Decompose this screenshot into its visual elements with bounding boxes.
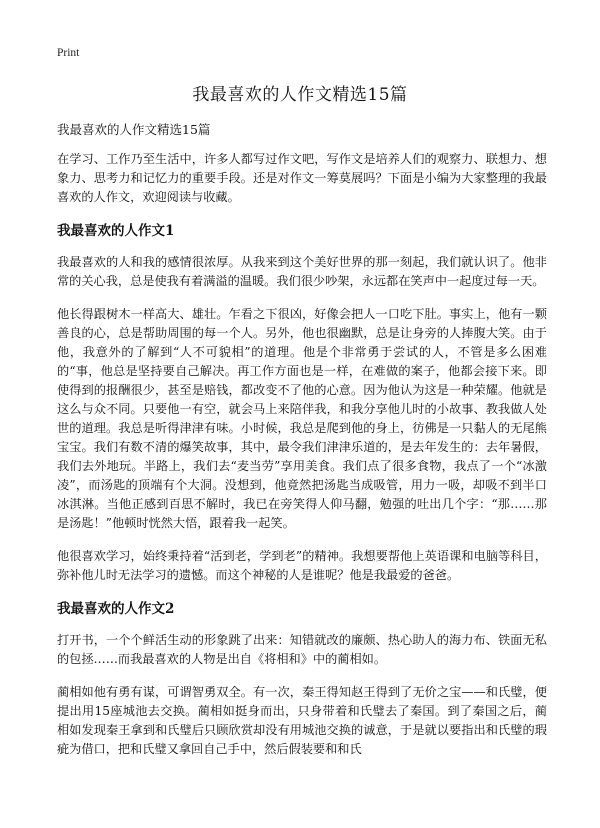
print-link[interactable]: Print bbox=[57, 47, 80, 59]
paragraph: 打开书，一个个鲜活生动的形象跳了出来：知错就改的廉颇、热心助人的海力布、铁面无私的包拯……而我最喜欢的人物是出自《将相和》中的蔺相如。 bbox=[57, 633, 547, 666]
page-title: 我最喜欢的人作文精选15篇 bbox=[192, 85, 408, 105]
section-heading: 我最喜欢的人作文1 bbox=[57, 223, 175, 239]
article-body bbox=[57, 150, 547, 773]
paragraph: 我最喜欢的人和我的感情很浓厚。从我来到这个美好世界的那一刻起，我们就认识了。他非常的关心我，总是使我有着满溢的温暖。我们很少吵架，永远都在笑声中一起度过每一天。 bbox=[57, 255, 547, 288]
paragraph: 蔺相如他有勇有谋，可谓智勇双全。有一次，秦王得知赵王得到了无价之宝——和氏璧，便提出用15座城池去交换。蔺相如挺身而出，只身带着和氏璧去了秦国。到了秦国之后，蔺相如发现秦王拿到和氏璧后只顾欣赏却没有用城池交换的诚意，于是就以要指出和氏璧的瑕疵为借口，把和氏璧又拿回自己手中，然后假装要和和氏 bbox=[57, 685, 547, 756]
section-heading: 我最喜欢的人作文2 bbox=[57, 601, 175, 617]
intro-paragraph: 在学习、工作乃至生活中，许多人都写过作文吧，写作文是培养人们的观察力、联想力、想象力、思考力和记忆力的重要手段。还是对作文一筹莫展吗？下面是小编为大家整理的我最喜欢的人作文，欢迎阅读与收藏。 bbox=[57, 152, 547, 204]
paragraph: 他长得跟树木一样高大、雄壮。乍看之下很凶，好像会把人一口吃下肚。事实上，他有一颗善良的心，总是帮助周围的每一个人。另外，他也很幽默，总是让身旁的人捧腹大笑。由于他，我意外的了解到“人不可貌相”的道理。他是个非常勇于尝试的人，不管是多么困难的“事，他总是坚持要自己解决。再工作方面也是一样，在难做的案子，他都会接下来。即使得到的报酬很少，甚至是赔钱，都改变不了他的心意。因为他认为这是一种荣耀。他就是这么与众不同。只要他一有空，就会马上来陪伴我，和我分享他儿时的小故事、教我做人处世的道理。我总是听得津津有味。小时候，我总是爬到他的身上，彷佛是一只黏人的无尾熊宝宝。我们有数不清的爆笑故事，其中，最令我们津津乐道的，是去年发生的：去年暑假，我们去外地玩。半路上，我们去“麦当劳”享用美食。我们点了很多食物，我点了一个“冰激凌”，而汤匙的顶端有个大洞。没想到，他竟然把汤匙当成吸管，用力一吸，却吸不到半口冰淇淋。当他正感到百思不解时，我已在旁笑得人仰马翻，勉强的吐出几个字：“那……那是汤匙！”他顿时恍然大悟，跟着我一起笑。 bbox=[57, 307, 547, 530]
document-subtitle: 我最喜欢的人作文精选15篇 bbox=[57, 122, 211, 137]
section-2 bbox=[57, 599, 547, 759]
section-1 bbox=[57, 221, 547, 585]
paragraph: 他很喜欢学习，始终秉持着“活到老，学到老”的精神。我想要帮他上英语课和电脑等科目，弥补他儿时无法学习的遗憾。而这个神秘的人是谁呢？他是我最爱的爸爸。 bbox=[57, 549, 547, 582]
